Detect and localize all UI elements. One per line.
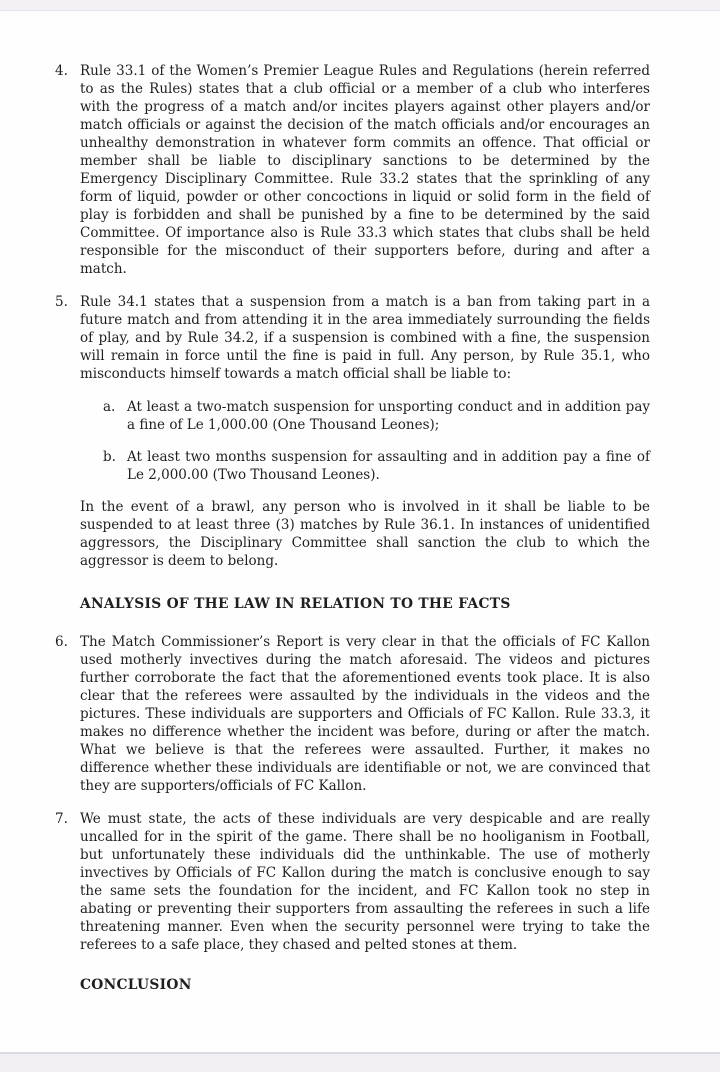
item-number: 4. [55,63,68,79]
conclusion-heading: CONCLUSION [80,977,192,993]
list-item-4 [55,62,650,278]
item-text: At least a two-match suspension for unsporting conduct and in addition pay a fine of Le 1,000.00 (One Thousand Leones); [127,399,650,433]
item-number: 7. [55,811,68,827]
item-letter: b. [103,449,116,465]
list-item-7 [55,810,650,954]
analysis-heading: ANALYSIS OF THE LAW IN RELATION TO THE FACTS [80,596,511,612]
item-text: We must state, the acts of these individuals are very despicable and are really uncalled for in the spirit of the game. There shall be no hooliganism in Football, but unfortunately these individuals did the unthinkable. The use of motherly invectives by Officials of FC Kallon during the match is conclusive enough to say the same sets the foundation for the incident, and FC Kallon took no step in abating or preventing their supporters from assaulting the referees in such a life threatening manner. Even when the security personnel were trying to take the referees to a safe place, they chased and pelted stones at them. [80,811,650,953]
document-page [0,11,720,994]
list-item-5 [55,293,650,383]
item-text: Rule 34.1 states that a suspension from a match is a ban from taking part in a future match and from attending it in the area immediately surrounding the fields of play, and by Rule 34.2, if a suspension is combined with a fine, the suspension will remain in force until the fine is paid in full. Any person, by Rule 35.1, who misconducts himself towards a match official shall be liable to: [80,294,650,382]
item-text: At least two months suspension for assaulting and in addition pay a fine of Le 2,000.00 (Two Thousand Leones). [127,449,650,483]
item-text: Rule 33.1 of the Women’s Premier League Rules and Regulations (herein referred to as the Rules) states that a club official or a member of a club who interferes with the progress of a match and/or incites players against other players and/or match officials or against the decision of the match officials and/or encourages an unhealthy demonstration in whatever form commits an offence. That official or member shall be liable to disciplinary sanctions to be determined by the Emergency Disciplinary Committee. Rule 33.2 states that the sprinkling of any form of liquid, powder or other concoctions in liquid or solid form in the field of play is forbidden and shall be punished by a fine to be determined by the said Committee. Of importance also is Rule 33.3 which states that clubs shall be held responsible for the misconduct of their supporters before, during and after a match. [80,63,650,277]
list-item-6 [55,633,650,795]
item-number: 5. [55,294,68,310]
page-edge-top [0,0,720,11]
sub-item-a [103,398,650,434]
sub-item-b [103,448,650,484]
item-number: 6. [55,634,68,650]
brawl-paragraph: In the event of a brawl, any person who is involved in it shall be liable to be suspended to at least three (3) matches by Rule 36.1. In instances of unidentified aggressors, the Disciplinary Committee shall sanction the club to which the aggressor is deem to belong. [80,499,650,569]
item-letter: a. [103,399,116,415]
item-text: The Match Commissioner’s Report is very clear in that the officials of FC Kallon used motherly invectives during the match aforesaid. The videos and pictures further corroborate the fact that the aforementioned events took place. It is also clear that the referees were assaulted by the individuals in the videos and the pictures. These individuals are supporters and Officials of FC Kallon. Rule 33.3, it makes no difference whether the incident was before, during or after the match. What we believe is that the referees were assaulted. Further, it makes no difference whether these individuals are identifiable or not, we are convinced that they are supporters/officials of FC Kallon. [80,634,650,794]
page-edge-bottom [0,1052,720,1072]
